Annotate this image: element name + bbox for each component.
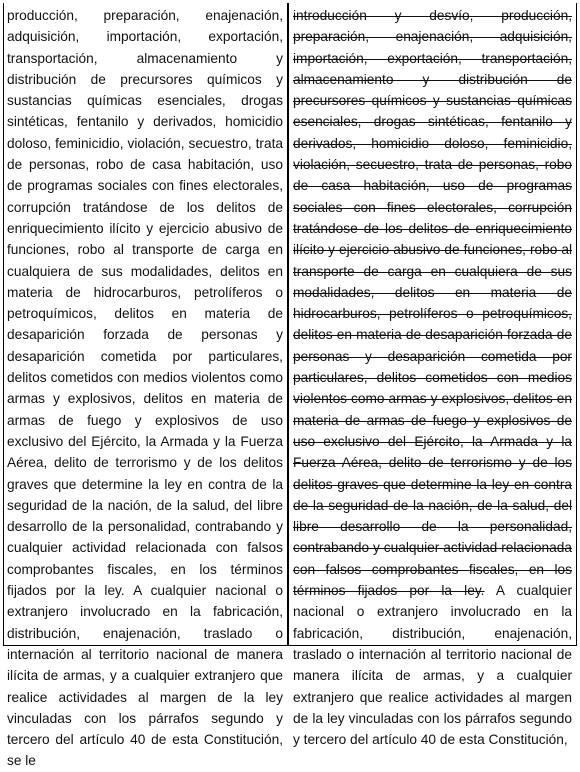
current-text: producción, preparación, enajenación, adquisición, importación, exportación, transportación, almacenamiento y distribución de precursores químicos y sustancias químicas esenciales, drogas sintéticas, fentanilo y derivados, homicidio doloso, feminicidio, violación, secuestro, trata de personas, robo de casa habitación, uso de programas sociales con fines electorales, corrupción tratándose de los delitos de enriquecimiento ilícito y ejercicio abusivo de funciones, robo al transporte de carga en cualquiera de sus modalidades, delitos en materia de hidrocarburos, petrolíferos o petroquímicos, delitos en materia de desaparición forzada de personas y desaparición cometida por particulares, delitos cometidos con medios violentos como armas y explosivos, delitos en materia de armas de fuego y explosivos de uso exclusivo del Ejército, la Armada y la Fuerza Aérea, delito de terrorismo y de los delitos graves que determine la ley en contra de la seguridad de la nación, de la salud, del libre desarrollo de la personalidad, contrabando y cualquier actividad relacionada con falsos comprobantes fiscales, en los términos fijados por la ley. A cualquier nacional o extranjero involucrado en la fabricación, distribución, enajenación, traslado o internación al territorio nacional de manera ilícita de armas, y a cualquier extranjero que realice actividades al margen de la ley vinculadas con los párrafos segundo y tercero del artículo 40 de esta Constitución, se le [7, 8, 283, 769]
reform-text: A cualquier nacional o extranjero involucrado en la fabricación, distribución, enajenación, traslado o internación al territorio nacional de manera ilícita de armas, y a cualquier extranjero que realice actividades al margen de la ley vinculadas con los párrafos segundo y tercero del artículo 40 de esta Constitución, [293, 583, 572, 748]
reform-text-column [289, 3, 576, 748]
comparison-table [3, 3, 577, 769]
struck-text: introducción y desvío, producción, preparación, enajenación, adquisición, importación, exportación, transportación, almacenamiento y distribución de precursores químicos y sustancias químicas esenciales, drogas sintéticas, fentanilo y derivados, homicidio doloso, feminicidio, violación, secuestro, trata de personas, robo de casa habitación, uso de programas sociales con fines electorales, corrupción tratándose de los delitos de enriquecimiento ilícito y ejercicio abusivo de funciones, robo al transporte de carga en cualquiera de sus modalidades, delitos en materia de hidrocarburos, petrolíferos o petroquímicos, delitos en materia de desaparición forzada de personas y desaparición cometida por particulares, delitos cometidos con medios violentos como armas y explosivos, delitos en materia de armas de fuego y explosivos de uso exclusivo del Ejército, la Armada y la Fuerza Aérea, delito de terrorismo y de los delitos graves que determine la ley en contra de la seguridad de la nación, de la salud, del libre desarrollo de la personalidad, contrabando y cualquier actividad relacionada con falsos comprobantes fiscales, en los términos fijados por la ley. [293, 8, 572, 599]
current-text-column [4, 3, 289, 769]
